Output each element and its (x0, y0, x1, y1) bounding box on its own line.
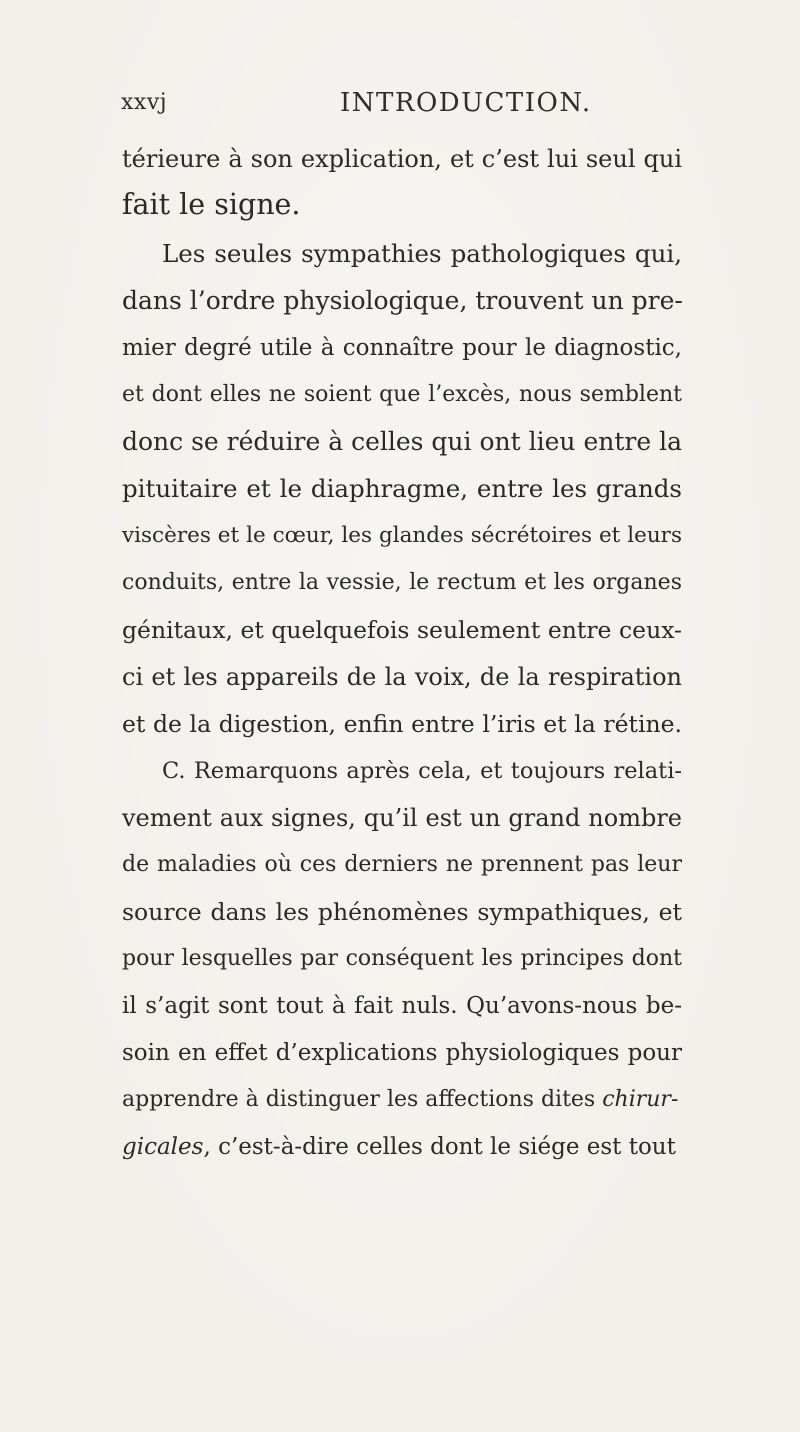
text-line: pour lesquelles par conséquent les principes dont (122, 946, 682, 971)
text-line: génitaux, et quelquefois seulement entre ceux- (122, 616, 682, 644)
running-head: INTRODUCTION. (340, 88, 592, 118)
text-line: mier degré utile à connaître pour le diagnostic, (122, 335, 682, 361)
text-line (122, 1083, 682, 1117)
text-line: fait le signe. (122, 188, 301, 221)
page-number: xxvj (121, 90, 168, 115)
text-line: Les seules sympathies pathologiques qui, (162, 239, 682, 268)
text-line-segment: apprendre à distinguer les affections dites (122, 1087, 603, 1112)
text-line: ci et les appareils de la voix, de la respiration (122, 663, 682, 691)
text-line: soin en effet d’explications physiologiques pour (122, 1040, 682, 1066)
text-line: dans l’ordre physiologique, trouvent un pre- (122, 286, 683, 315)
page-header (0, 88, 800, 128)
italic-word: gicales (122, 1134, 204, 1160)
text-line: et de la digestion, enfin entre l’iris et la rétine. (122, 710, 682, 738)
text-line: de maladies où ces derniers ne prennent pas leur (122, 852, 682, 877)
italic-word: chirur- (602, 1087, 679, 1112)
text-line: viscères et le cœur, les glandes sécrétoires et leurs (122, 523, 682, 548)
text-line: pituitaire et le diaphragme, entre les grands (122, 474, 682, 503)
text-line: vement aux signes, qu’il est un grand nombre (122, 804, 682, 832)
text-line: conduits, entre la vessie, le rectum et les organes (122, 570, 682, 595)
text-line: térieure à son explication, et c’est lui seul qui (122, 145, 682, 173)
text-line: source dans les phénomènes sympathiques, et (122, 898, 682, 926)
text-line (122, 1130, 682, 1164)
text-line: et dont elles ne soient que l’excès, nous semblent (122, 382, 682, 407)
text-line-segment: , c’est-à-dire celles dont le siége est tout (203, 1134, 676, 1160)
text-line: C. Remarquons après cela, et toujours relati- (162, 758, 682, 784)
text-line: il s’agit sont tout à fait nuls. Qu’avons-nous be- (122, 993, 682, 1019)
text-line: donc se réduire à celles qui ont lieu entre la (122, 427, 682, 456)
